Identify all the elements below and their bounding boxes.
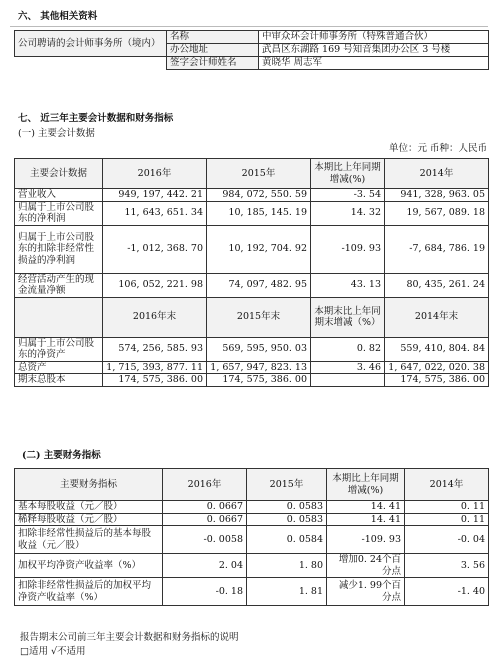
column-header: 2014年 xyxy=(405,469,489,501)
table-cell: 10, 192, 704. 92 xyxy=(207,225,311,273)
table-cell: 3. 46 xyxy=(311,361,385,374)
table-cell: 增加0. 24个百分点 xyxy=(327,554,405,578)
table-cell: 19, 567, 089. 18 xyxy=(385,201,489,225)
table-cell: 0. 0667 xyxy=(163,513,247,526)
table-cell: 1. 81 xyxy=(247,578,327,606)
table-cell: -1. 40 xyxy=(405,578,489,606)
table-cell: 14. 41 xyxy=(327,501,405,514)
audit-value: 黄晓华 周志军 xyxy=(259,57,489,70)
table-cell: 0. 11 xyxy=(405,513,489,526)
table-cell: -109. 93 xyxy=(327,526,405,554)
table-cell: 0. 0584 xyxy=(247,526,327,554)
table-cell: 14. 41 xyxy=(327,513,405,526)
table-cell: 74, 097, 482. 95 xyxy=(207,273,311,297)
audit-value: 中审众环会计师事务所（特殊普通合伙） xyxy=(259,31,489,44)
column-header: 2014年末 xyxy=(385,297,489,337)
row-label: 稀释每股收益（元／股） xyxy=(15,513,163,526)
row-label: 加权平均净资产收益率（%） xyxy=(15,554,163,578)
table-cell: 0. 0583 xyxy=(247,501,327,514)
table-cell: 941, 328, 963. 05 xyxy=(385,189,489,202)
column-header: 主要会计数据 xyxy=(15,159,103,189)
column-header: 2015年 xyxy=(207,159,311,189)
table-cell xyxy=(311,374,385,387)
table-cell: -0. 0058 xyxy=(163,526,247,554)
table-cell: 174, 575, 386. 00 xyxy=(103,374,207,387)
table-cell: 11, 643, 651. 34 xyxy=(103,201,207,225)
table-cell: 14. 32 xyxy=(311,201,385,225)
column-header: 2016年末 xyxy=(103,297,207,337)
table-cell: 2. 04 xyxy=(163,554,247,578)
subsection-2-title: (二) 主要财务指标 xyxy=(22,450,101,461)
row-label: 总资产 xyxy=(15,361,103,374)
table-cell: 0. 0583 xyxy=(247,513,327,526)
row-label: 营业收入 xyxy=(15,189,103,202)
column-header: 2015年末 xyxy=(207,297,311,337)
section-6-title: 六、 其他相关资料 xyxy=(18,11,98,22)
column-header xyxy=(15,297,103,337)
audit-key: 办公地址 xyxy=(167,44,259,57)
table-cell: -1, 012, 368. 70 xyxy=(103,225,207,273)
table-cell: 80, 435, 261. 24 xyxy=(385,273,489,297)
column-header: 主要财务指标 xyxy=(15,469,163,501)
audit-firm-table xyxy=(14,30,489,70)
table-cell: -7, 684, 786. 19 xyxy=(385,225,489,273)
table-cell: 减少1. 99个百分点 xyxy=(327,578,405,606)
table-cell: 174, 575, 386. 00 xyxy=(385,374,489,387)
audit-label: 公司聘请的会计师事务所（境内） xyxy=(15,31,167,57)
column-header: 本期比上年同期增减(%) xyxy=(327,469,405,501)
row-label: 期末总股本 xyxy=(15,374,103,387)
table-cell: 43. 13 xyxy=(311,273,385,297)
column-header: 本期末比上年同期末增减（%） xyxy=(311,297,385,337)
column-header: 2016年 xyxy=(103,159,207,189)
table-cell: 1, 715, 393, 877. 11 xyxy=(103,361,207,374)
row-label: 归属于上市公司股东的净利润 xyxy=(15,201,103,225)
section-7-title: 七、 近三年主要会计数据和财务指标 xyxy=(18,113,174,124)
row-label: 扣除非经常性损益后的加权平均净资产收益率（%） xyxy=(15,578,163,606)
table-cell: 574, 256, 585. 93 xyxy=(103,337,207,361)
row-label: 扣除非经常性损益后的基本每股收益（元／股） xyxy=(15,526,163,554)
table-cell: 106, 052, 221. 98 xyxy=(103,273,207,297)
column-header: 2015年 xyxy=(247,469,327,501)
table-cell: 0. 0667 xyxy=(163,501,247,514)
table-cell: 1. 80 xyxy=(247,554,327,578)
divider xyxy=(10,26,488,27)
applicability-check: □适用 √不适用 xyxy=(20,646,86,657)
financial-indicators-table xyxy=(14,468,489,606)
table-cell: -0. 04 xyxy=(405,526,489,554)
note-text: 报告期末公司前三年主要会计数据和财务指标的说明 xyxy=(20,632,239,643)
table-cell: 1, 647, 022, 020. 38 xyxy=(385,361,489,374)
table-cell: 0. 11 xyxy=(405,501,489,514)
row-label: 归属于上市公司股东的净资产 xyxy=(15,337,103,361)
unit-label: 单位：元 币种：人民币 xyxy=(388,143,487,154)
subsection-1-title: (一) 主要会计数据 xyxy=(18,128,95,139)
column-header: 本期比上年同期增减(%) xyxy=(311,159,385,189)
column-header: 2014年 xyxy=(385,159,489,189)
audit-key: 签字会计师姓名 xyxy=(167,57,259,70)
audit-key: 名称 xyxy=(167,31,259,44)
table-cell: 559, 410, 804. 84 xyxy=(385,337,489,361)
table-cell: -3. 54 xyxy=(311,189,385,202)
column-header: 2016年 xyxy=(163,469,247,501)
accounting-data-table xyxy=(14,158,489,387)
table-cell: 569, 595, 950. 03 xyxy=(207,337,311,361)
row-label: 归属于上市公司股东的扣除非经常性损益的净利润 xyxy=(15,225,103,273)
table-cell: 0. 82 xyxy=(311,337,385,361)
table-cell: 1, 657, 947, 823. 13 xyxy=(207,361,311,374)
table-cell: 984, 072, 550. 59 xyxy=(207,189,311,202)
row-label: 基本每股收益（元／股） xyxy=(15,501,163,514)
row-label: 经营活动产生的现金流量净额 xyxy=(15,273,103,297)
table-cell: 949, 197, 442. 21 xyxy=(103,189,207,202)
audit-value: 武昌区东湖路 169 号知音集团办公区 3 号楼 xyxy=(259,44,489,57)
table-cell: 174, 575, 386. 00 xyxy=(207,374,311,387)
table-cell: 10, 185, 145. 19 xyxy=(207,201,311,225)
table-cell: 3. 56 xyxy=(405,554,489,578)
table-cell: -0. 18 xyxy=(163,578,247,606)
table-cell: -109. 93 xyxy=(311,225,385,273)
